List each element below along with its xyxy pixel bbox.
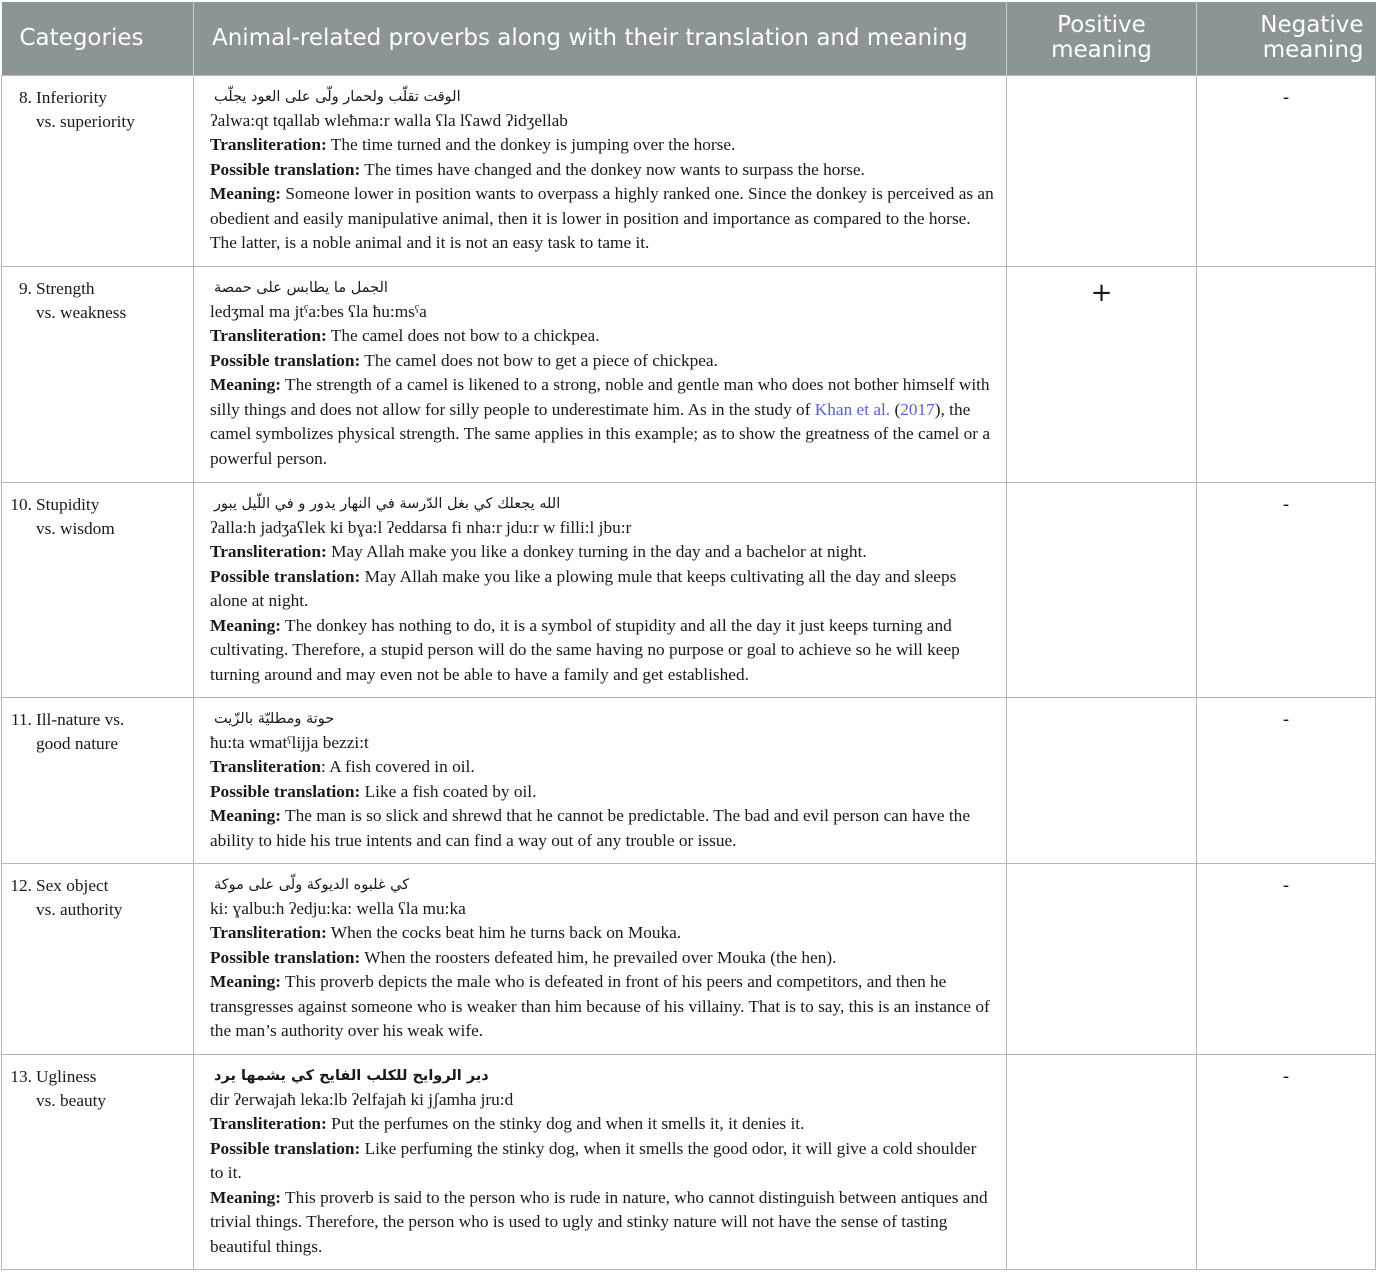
possible-translation-label: Possible translation: (210, 781, 361, 801)
table-row (2, 482, 1376, 697)
proverb-cell (194, 482, 1007, 697)
transliteration-label: Transliteration: (210, 1114, 327, 1134)
category-cell (2, 266, 194, 482)
proverbs-table (1, 2, 1376, 1270)
table-row (2, 266, 1376, 482)
transliteration-line (210, 1112, 994, 1137)
transliteration-text: : A fish covered in oil. (321, 757, 475, 777)
meaning-text: The man is so slick and shrewd that he cannot be predictable. The bad and evil person can have the ability to hide his true intents and can find a way out of any trouble or issue. (210, 806, 970, 850)
row-number: 10. (10, 494, 32, 514)
header-positive (1007, 2, 1197, 75)
meaning-label: Meaning: (210, 972, 282, 992)
row-number: 13. (10, 1066, 32, 1086)
header-negative-line2: meaning (1262, 37, 1364, 64)
positive-mark (1007, 75, 1197, 266)
possible-translation-label: Possible translation: (210, 947, 361, 967)
category-text (36, 493, 186, 542)
proverb-cell (194, 75, 1007, 266)
category-line2: good nature (36, 734, 119, 754)
transliteration-text: Put the perfumes on the stinky dog and when it smells it, it denies it. (326, 1114, 805, 1134)
row-number: 8. (19, 87, 32, 107)
negative-mark: - (1197, 1054, 1376, 1269)
meaning-line (210, 373, 994, 471)
table-row (2, 75, 1376, 266)
possible-translation-label: Possible translation: (210, 1138, 361, 1158)
header-negative-line1: Negative (1260, 12, 1364, 39)
possible-translation-text: May Allah make you like a plowing mule that keeps cultivating all the day and sleeps alone at night. (210, 566, 957, 611)
proverb-cell (194, 697, 1007, 863)
possible-translation-line (210, 565, 994, 614)
meaning-line (210, 804, 994, 853)
meaning-text-part1: The strength of a camel is likened to a strong, noble and gentle man who does not bother himself with silly things and does not allow for silly people to underestimate him. As in the study of (210, 375, 990, 419)
category-cell (2, 1054, 194, 1269)
positive-mark (1007, 863, 1197, 1054)
meaning-label: Meaning: (210, 184, 282, 204)
category-cell (2, 697, 194, 863)
category-line2: vs. weakness (36, 303, 127, 323)
transliteration-text: May Allah make you like a donkey turning in the day and a bachelor at night. (326, 542, 867, 562)
category-line1: Stupidity (36, 494, 100, 514)
meaning-line (210, 1186, 994, 1260)
arabic-proverb: الوقت تقلّب ولحمار ولّى على العود يجلّب (214, 88, 461, 105)
row-number: 9. (19, 278, 32, 298)
possible-translation-label: Possible translation: (210, 350, 361, 370)
table-row (2, 863, 1376, 1054)
arabic-proverb: حوتة ومطليّة بالزّيت (214, 710, 335, 727)
negative-mark: - (1197, 863, 1376, 1054)
possible-translation-text: When the roosters defeated him, he prevailed over Mouka (the hen). (360, 947, 837, 967)
arabic-proverb: الجمل ما يطابس على حمصة (214, 279, 388, 296)
proverbs-table-page (0, 2, 1376, 1277)
transliteration-text: The camel does not bow to a chickpea. (326, 326, 600, 346)
ipa-transcription: ħu:ta wmatˤlijja bezzi:t (210, 732, 369, 752)
negative-mark: - (1197, 697, 1376, 863)
possible-translation-line (210, 1137, 994, 1186)
row-number: 11. (11, 709, 32, 729)
meaning-label: Meaning: (210, 615, 282, 635)
transliteration-line (210, 324, 994, 349)
possible-translation-label: Possible translation: (210, 159, 361, 179)
possible-translation-text: Like a fish coated by oil. (360, 781, 537, 801)
ipa-transcription: ʔalla:h jadʒaʕlek ki bɣa:l ʔeddarsa fi nha:r jdu:r w filli:l jbu:r (210, 517, 632, 537)
category-line1: Ill-nature vs. (36, 709, 125, 729)
proverb-cell (194, 1054, 1007, 1269)
category-cell (2, 482, 194, 697)
ipa-transcription: dir ʔerwajaħ leka:lb ʔelfajaħ ki jʃamha jru:d (210, 1089, 514, 1109)
positive-mark (1007, 697, 1197, 863)
meaning-label: Meaning: (210, 806, 282, 826)
category-cell (2, 863, 194, 1054)
transliteration-text: The time turned and the donkey is jumping over the horse. (326, 135, 736, 155)
transliteration-label: Transliteration: (210, 923, 327, 943)
possible-translation-text: The camel does not bow to get a piece of chickpea. (360, 350, 718, 370)
meaning-text-part2: ), the camel symbolizes physical strength. The same applies in this example; as to show the greatness of the camel or a powerful person. (210, 399, 991, 469)
header-positive-line2: meaning (1051, 37, 1152, 64)
category-line1: Ugliness (36, 1066, 97, 1086)
transliteration-text: When the cocks beat him he turns back on Mouka. (326, 923, 682, 943)
arabic-proverb: الله يجعلك كي بغل الدّرسة في النهار يدور و في اللّيل يبور (214, 495, 561, 512)
ipa-transcription: ledʒmal ma jtˤa:bes ʕla ħu:msˤa (210, 301, 427, 321)
transliteration-line (210, 133, 994, 158)
possible-translation-text: The times have changed and the donkey now wants to surpass the horse. (360, 159, 865, 179)
meaning-text: This proverb depicts the male who is defeated in front of his peers and competitors, and then he transgresses against someone who is weaker than him because of his villainy. That is to say, this is an instance of the man’s authority over his weak wife. (210, 972, 990, 1041)
transliteration-label: Transliteration: (210, 326, 327, 346)
citation-open-paren: ( (890, 399, 901, 419)
meaning-line (210, 614, 994, 688)
table-header (2, 2, 1376, 75)
possible-translation-text: Like perfuming the stinky dog, when it smells the good odor, it will give a cold shoulder to it. (210, 1138, 977, 1183)
proverb-cell (194, 863, 1007, 1054)
negative-mark (1197, 266, 1376, 482)
category-cell (2, 75, 194, 266)
positive-mark (1007, 482, 1197, 697)
meaning-label: Meaning: (210, 375, 282, 395)
category-line1: Inferiority (36, 87, 108, 107)
category-text (36, 708, 186, 757)
category-line1: Sex object (36, 875, 109, 895)
positive-mark: + (1007, 266, 1197, 482)
possible-translation-line (210, 349, 994, 374)
table-row (2, 697, 1376, 863)
meaning-text: Someone lower in position wants to overpass a highly ranked one. Since the donkey is perceived as an obedient and easily manipulative animal, then it is lower in position and importance as compared to the horse. The latter, is a noble animal and it is not an easy task to tame it. (210, 184, 994, 253)
header-proverbs: Animal-related proverbs along with their translation and meaning (194, 2, 1007, 75)
citation-year-link[interactable]: 2017 (900, 399, 935, 419)
category-line2: vs. beauty (36, 1091, 107, 1111)
category-line1: Strength (36, 278, 95, 298)
transliteration-line (210, 540, 994, 565)
category-text (36, 874, 186, 923)
transliteration-line (210, 755, 994, 780)
transliteration-line (210, 921, 994, 946)
category-line2: vs. superiority (36, 112, 135, 132)
ipa-transcription: ʔalwa:qt tqallab wleħma:r walla ʕla lʕawd ʔidʒellab (210, 110, 568, 130)
header-categories: Categories (2, 2, 194, 75)
possible-translation-line (210, 946, 994, 971)
positive-mark (1007, 1054, 1197, 1269)
transliteration-label: Transliteration: (210, 542, 327, 562)
proverb-cell (194, 266, 1007, 482)
header-positive-line1: Positive (1057, 12, 1146, 39)
transliteration-label: Transliteration: (210, 135, 327, 155)
row-number: 12. (10, 875, 32, 895)
header-negative (1197, 2, 1376, 75)
citation-author-link[interactable]: Khan et al. (814, 399, 891, 419)
ipa-transcription: ki: ɣalbu:h ʔedju:ka: wella ʕla mu:ka (210, 898, 466, 918)
negative-mark: - (1197, 482, 1376, 697)
arabic-proverb: كي غلبوه الديوكة ولّى على موكة (214, 876, 410, 893)
possible-translation-label: Possible translation: (210, 566, 361, 586)
meaning-label: Meaning: (210, 1187, 282, 1207)
meaning-line (210, 182, 994, 256)
arabic-proverb: دير الروايح للكلب الفايح كي يشمها يرد (214, 1067, 489, 1084)
possible-translation-line (210, 780, 994, 805)
category-line2: vs. authority (36, 900, 123, 920)
table-row (2, 1054, 1376, 1269)
transliteration-label: Transliteration (210, 757, 322, 777)
negative-mark: - (1197, 75, 1376, 266)
possible-translation-line (210, 158, 994, 183)
category-text (36, 277, 186, 326)
category-text (36, 86, 186, 135)
category-line2: vs. wisdom (36, 519, 115, 539)
category-text (36, 1065, 186, 1114)
meaning-text: This proverb is said to the person who is rude in nature, who cannot distinguish between antiques and trivial things. Therefore, the person who is used to ugly and stinky nature will not have the sense of tasting beautiful things. (210, 1187, 988, 1257)
meaning-text: The donkey has nothing to do, it is a symbol of stupidity and all the day it just keeps turning and cultivating. Therefore, a stupid person will do the same having no purpose or goal to achieve so he will keep turning around and may even not be able to have a family and get established. (210, 615, 960, 685)
meaning-line (210, 970, 994, 1044)
